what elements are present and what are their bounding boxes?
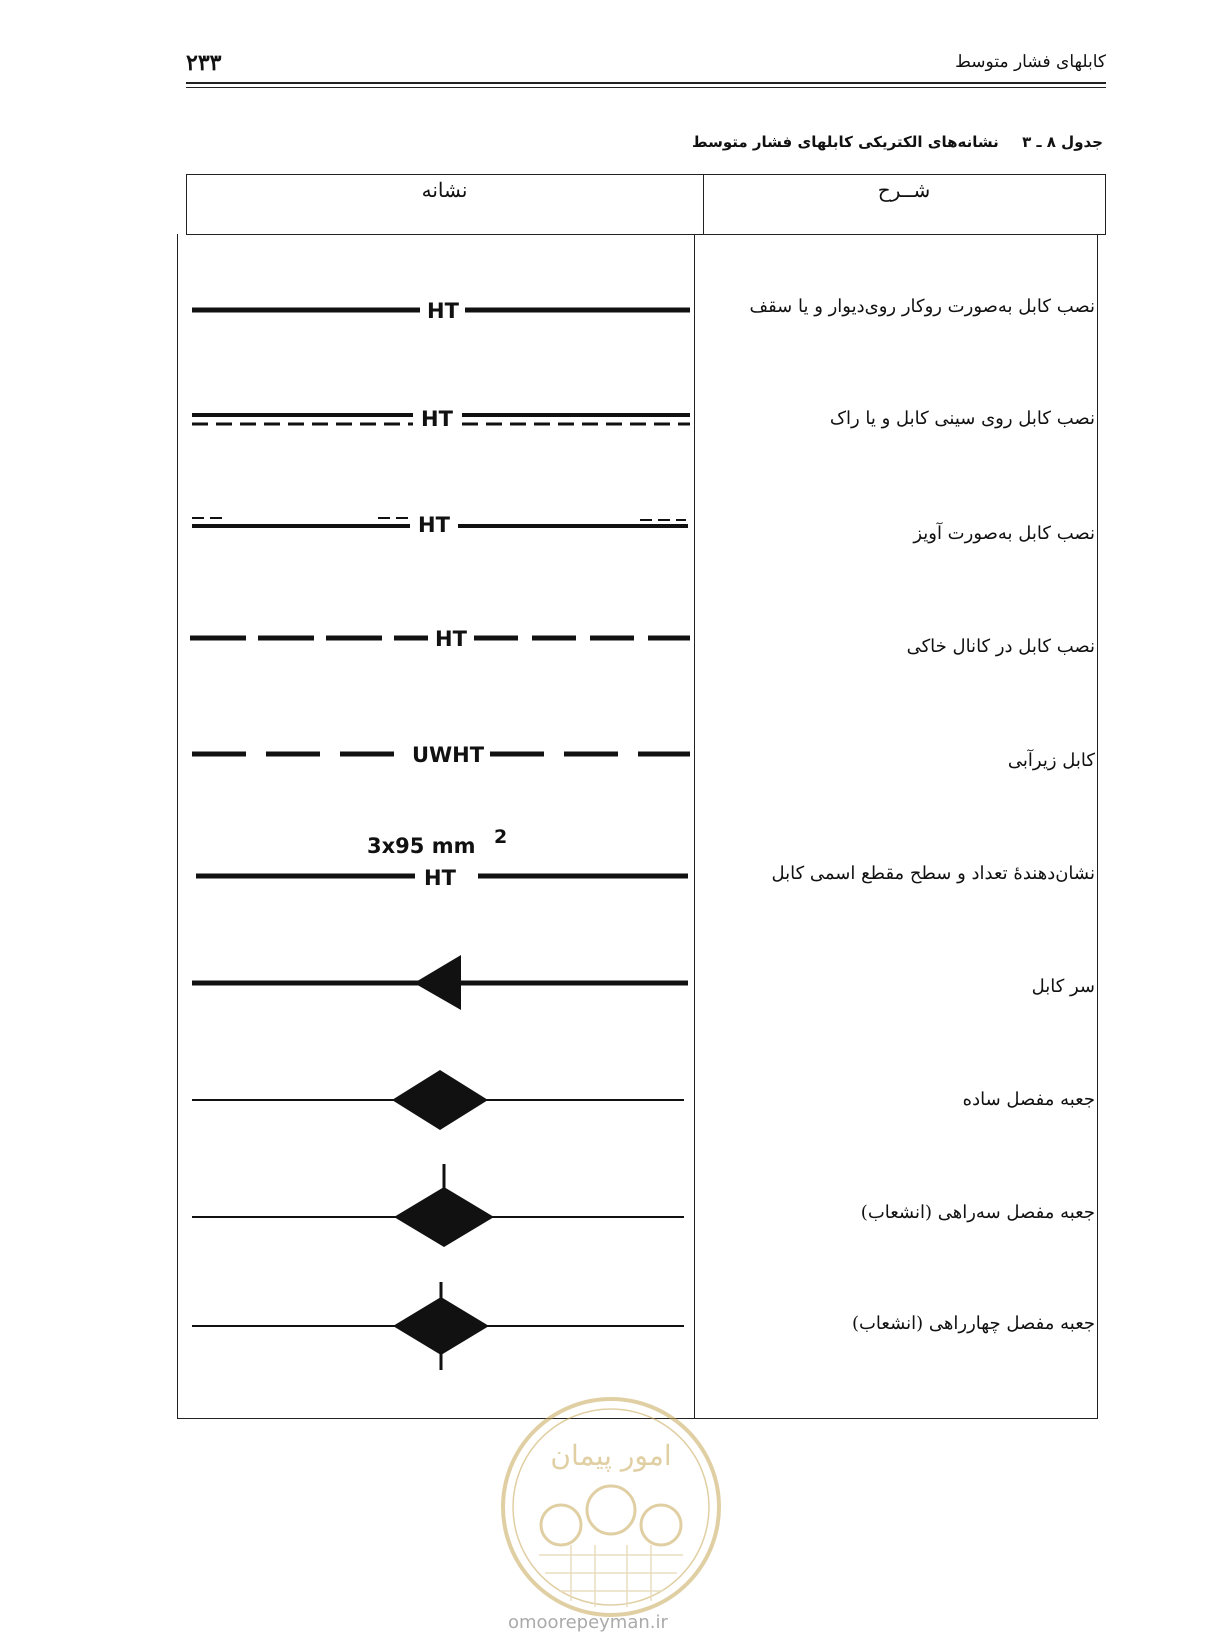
ht-label: HT xyxy=(435,627,467,651)
uwht-label: UWHT xyxy=(411,743,485,767)
column-header-symbol: نشانه xyxy=(421,178,468,202)
size-exponent: 2 xyxy=(494,826,508,848)
row-10-description: جعبه مفصل چهارراهی (انشعاب) xyxy=(851,1313,1095,1334)
row-4-description: نصب کابل در کانال خاکی xyxy=(906,636,1095,657)
row-5-description: کابل زیرآبی xyxy=(1007,750,1095,771)
row-9-description: جعبه مفصل سه‌راهی (انشعاب) xyxy=(860,1202,1095,1223)
ht-label: HT xyxy=(421,407,453,431)
row-8-description: جعبه مفصل ساده xyxy=(962,1089,1095,1110)
cable-end-triangle xyxy=(414,955,461,1010)
symbol-underwater xyxy=(192,743,690,767)
row-3-description: نصب کابل به‌صورت آویز xyxy=(913,523,1095,544)
row-6-description: نشان‌دهندهٔ تعداد و سطح مقطع اسمی کابل xyxy=(771,863,1095,884)
running-title: کابلهای فشار متوسط xyxy=(955,52,1106,72)
symbol-earth-trench xyxy=(190,627,690,651)
size-label: 3x95 mm xyxy=(367,834,476,858)
symbol-surface-mounted xyxy=(192,299,690,323)
table-number: جدول ۸ ـ ۳ xyxy=(1022,133,1103,151)
symbol-simple-joint xyxy=(192,1070,684,1130)
symbol-cable-end xyxy=(192,955,688,1010)
symbol-tee-joint xyxy=(192,1164,684,1247)
row-7-description: سر کابل xyxy=(1031,976,1095,997)
ht-label: HT xyxy=(424,866,456,890)
ht-label: HT xyxy=(427,299,459,323)
joint-diamond xyxy=(394,1187,494,1247)
joint-diamond xyxy=(392,1070,488,1130)
joint-diamond xyxy=(393,1297,489,1355)
symbol-cable-tray xyxy=(192,407,690,431)
watermark-text: امور پیمان xyxy=(550,1439,672,1472)
column-header-description: شــرح xyxy=(877,178,931,202)
ht-label: HT xyxy=(418,513,450,537)
row-2-description: نصب کابل روی سینی کابل و یا راک xyxy=(829,408,1095,429)
row-1-description: نصب کابل به‌صورت روکار روی‌دیوار و یا سقف xyxy=(749,296,1095,317)
page-number: ۲۳۳ xyxy=(186,50,222,76)
table-title: نشانه‌های الکتریکی کابلهای فشار متوسط xyxy=(692,133,999,151)
watermark-url: omoorepeyman.ir xyxy=(508,1612,668,1633)
watermark-seal xyxy=(499,1395,723,1619)
symbol-size-designation xyxy=(196,826,688,890)
symbol-cross-joint xyxy=(192,1282,684,1370)
symbol-hanging xyxy=(192,513,688,537)
